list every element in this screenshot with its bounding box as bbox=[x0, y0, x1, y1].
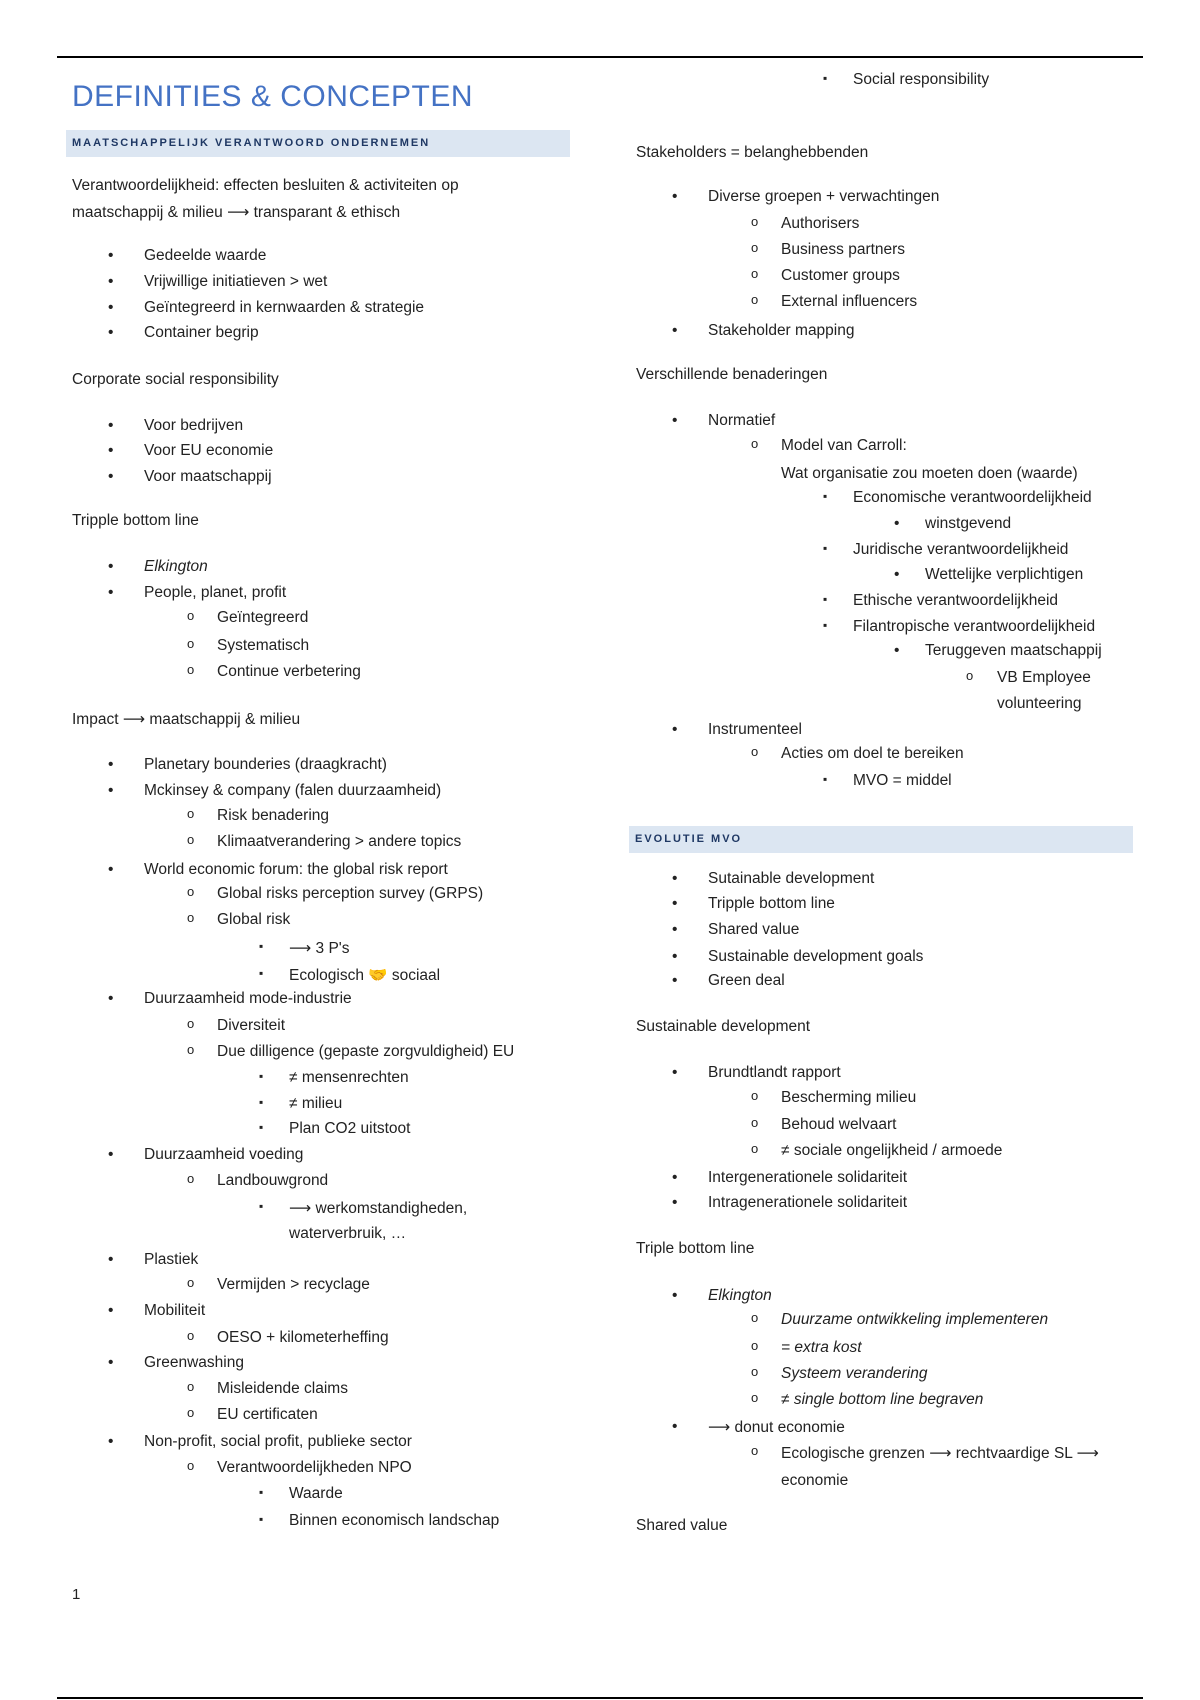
right-text-line: Wettelijke verplichtigen bbox=[925, 566, 1084, 583]
bullet-marker: • bbox=[672, 870, 678, 887]
circle-marker: o bbox=[187, 608, 195, 623]
left-text-line: Geïntegreerd in kernwaarden & strategie bbox=[144, 299, 425, 316]
bullet-marker: • bbox=[672, 1064, 678, 1081]
right-text-line: Normatief bbox=[708, 412, 776, 429]
bullet-marker: • bbox=[894, 642, 900, 659]
bullet-marker: • bbox=[108, 324, 114, 341]
right-text-line: Authorisers bbox=[781, 215, 860, 232]
left-text-line: Waarde bbox=[289, 1485, 343, 1502]
square-marker: ▪ bbox=[823, 541, 828, 555]
circle-marker: o bbox=[751, 1088, 759, 1103]
right-text-line: Juridische verantwoordelijkheid bbox=[853, 541, 1069, 558]
right-text-line: Tripple bottom line bbox=[708, 895, 835, 912]
left-text-line: Impact ⟶ maatschappij & milieu bbox=[72, 711, 301, 728]
bullet-marker: • bbox=[672, 895, 678, 912]
left-text-line: Planetary bounderies (draagkracht) bbox=[144, 756, 387, 773]
left-text-line: Misleidende claims bbox=[217, 1380, 348, 1397]
square-marker: ▪ bbox=[259, 1069, 264, 1083]
right-text-line: Acties om doel te bereiken bbox=[781, 745, 964, 762]
bullet-marker: • bbox=[108, 1146, 114, 1163]
bullet-marker: • bbox=[672, 1418, 678, 1435]
square-marker: ▪ bbox=[823, 772, 828, 786]
left-text-line: Elkington bbox=[144, 558, 208, 575]
circle-marker: o bbox=[187, 1328, 195, 1343]
right-text-line: Triple bottom line bbox=[636, 1240, 755, 1257]
left-text-line: Mckinsey & company (falen duurzaamheid) bbox=[144, 782, 442, 799]
left-text-line: Klimaatverandering > andere topics bbox=[217, 833, 462, 850]
square-marker: ▪ bbox=[259, 1120, 264, 1134]
left-text-line: Duurzaamheid voeding bbox=[144, 1146, 304, 1163]
circle-marker: o bbox=[751, 1338, 759, 1353]
bullet-marker: • bbox=[108, 990, 114, 1007]
right-text-line: Behoud welvaart bbox=[781, 1116, 897, 1133]
left-text-line: Plastiek bbox=[144, 1251, 199, 1268]
right-text-line: Sutainable development bbox=[708, 870, 875, 887]
section-band-mvo: MAATSCHAPPELIJK VERANTWOORD ONDERNEMEN bbox=[66, 130, 570, 157]
right-text-line: Intergenerationele solidariteit bbox=[708, 1169, 908, 1186]
square-marker: ▪ bbox=[259, 1095, 264, 1109]
right-text-line: Duurzame ontwikkeling implementeren bbox=[781, 1311, 1049, 1328]
right-text-line: Systeem verandering bbox=[781, 1365, 928, 1382]
circle-marker: o bbox=[187, 910, 195, 925]
left-text-line: EU certificaten bbox=[217, 1406, 318, 1423]
bullet-marker: • bbox=[108, 273, 114, 290]
right-text-line: Business partners bbox=[781, 241, 906, 258]
bullet-marker: • bbox=[108, 299, 114, 316]
bullet-marker: • bbox=[108, 1354, 114, 1371]
left-text-line: Mobiliteit bbox=[144, 1302, 206, 1319]
left-text-line: Geïntegreerd bbox=[217, 609, 309, 626]
left-text-line: Systematisch bbox=[217, 637, 310, 654]
bullet-marker: • bbox=[672, 721, 678, 738]
left-text-line: World economic forum: the global risk report bbox=[144, 861, 448, 878]
right-text-line: Intragenerationele solidariteit bbox=[708, 1194, 908, 1211]
circle-marker: o bbox=[751, 266, 759, 281]
right-text-line: VB Employee bbox=[997, 669, 1091, 686]
bullet-marker: • bbox=[672, 921, 678, 938]
right-text-line: Economische verantwoordelijkheid bbox=[853, 489, 1092, 506]
left-text-line: Voor maatschappij bbox=[144, 468, 272, 485]
left-text-line: Global risk bbox=[217, 911, 291, 928]
right-text-line: Verschillende benaderingen bbox=[636, 366, 828, 383]
circle-marker: o bbox=[751, 1310, 759, 1325]
left-text-line: Voor EU economie bbox=[144, 442, 274, 459]
circle-marker: o bbox=[751, 744, 759, 759]
left-text-line: OESO + kilometerheffing bbox=[217, 1329, 389, 1346]
square-marker: ▪ bbox=[259, 1512, 264, 1526]
bullet-marker: • bbox=[672, 1194, 678, 1211]
bullet-marker: • bbox=[108, 247, 114, 264]
circle-marker: o bbox=[187, 1405, 195, 1420]
left-text-line: Gedeelde waarde bbox=[144, 247, 267, 264]
bullet-marker: • bbox=[672, 322, 678, 339]
bottom-rule bbox=[57, 1697, 1143, 1699]
right-text-line: Filantropische verantwoordelijkheid bbox=[853, 618, 1096, 635]
bullet-marker: • bbox=[108, 782, 114, 799]
circle-marker: o bbox=[751, 1443, 759, 1458]
right-text-line: Ethische verantwoordelijkheid bbox=[853, 592, 1059, 609]
circle-marker: o bbox=[187, 1171, 195, 1186]
bullet-marker: • bbox=[108, 584, 114, 601]
top-rule bbox=[57, 56, 1143, 58]
bullet-marker: • bbox=[894, 515, 900, 532]
square-marker: ▪ bbox=[823, 618, 828, 632]
left-text-line: Voor bedrijven bbox=[144, 417, 244, 434]
bullet-marker: • bbox=[672, 972, 678, 989]
circle-marker: o bbox=[187, 832, 195, 847]
left-text-line: Non-profit, social profit, publieke sector bbox=[144, 1433, 412, 1450]
circle-marker: o bbox=[187, 1016, 195, 1031]
circle-marker: o bbox=[187, 1458, 195, 1473]
bullet-marker: • bbox=[108, 861, 114, 878]
bullet-marker: • bbox=[108, 1433, 114, 1450]
page-number: 1 bbox=[72, 1586, 81, 1603]
bullet-marker: • bbox=[108, 417, 114, 434]
left-text-line: Diversiteit bbox=[217, 1017, 286, 1034]
left-text-line: Binnen economisch landschap bbox=[289, 1512, 500, 1529]
right-text-line: Teruggeven maatschappij bbox=[925, 642, 1102, 659]
bullet-marker: • bbox=[108, 558, 114, 575]
bullet-marker: • bbox=[108, 1251, 114, 1268]
right-text-line: Model van Carroll: bbox=[781, 437, 907, 454]
circle-marker: o bbox=[966, 668, 974, 683]
right-text-line: Bescherming milieu bbox=[781, 1089, 917, 1106]
right-text-line: Brundtlandt rapport bbox=[708, 1064, 841, 1081]
right-text-line: Social responsibility bbox=[853, 71, 990, 88]
left-text-line: waterverbruik, … bbox=[289, 1225, 407, 1242]
left-text-line: Vrijwillige initiatieven > wet bbox=[144, 273, 328, 290]
left-text-line: Verantwoordelijkheid: effecten besluiten & activiteiten op bbox=[72, 177, 459, 194]
right-text-line: ≠ single bottom line begraven bbox=[781, 1391, 984, 1408]
right-text-line: Shared value bbox=[636, 1517, 728, 1534]
right-text-line: Diverse groepen + verwachtingen bbox=[708, 188, 940, 205]
left-text-line: ≠ milieu bbox=[289, 1095, 343, 1112]
right-text-line: ⟶ donut economie bbox=[708, 1419, 845, 1436]
right-text-line: Elkington bbox=[708, 1287, 772, 1304]
bullet-marker: • bbox=[672, 948, 678, 965]
square-marker: ▪ bbox=[823, 489, 828, 503]
square-marker: ▪ bbox=[259, 1485, 264, 1499]
right-text-line: Wat organisatie zou moeten doen (waarde) bbox=[781, 465, 1078, 482]
right-text-line: economie bbox=[781, 1472, 849, 1489]
right-text-line: ≠ sociale ongelijkheid / armoede bbox=[781, 1142, 1003, 1159]
left-text-line: Due dilligence (gepaste zorgvuldigheid) EU bbox=[217, 1043, 515, 1060]
right-text-line: External influencers bbox=[781, 293, 918, 310]
right-text-line: Ecologische grenzen ⟶ rechtvaardige SL ⟶ bbox=[781, 1445, 1099, 1462]
left-text-line: Global risks perception survey (GRPS) bbox=[217, 885, 484, 902]
right-text-line: Instrumenteel bbox=[708, 721, 802, 738]
circle-marker: o bbox=[751, 1364, 759, 1379]
left-text-line: ≠ mensenrechten bbox=[289, 1069, 409, 1086]
left-text-line: Landbouwgrond bbox=[217, 1172, 329, 1189]
right-text-line: MVO = middel bbox=[853, 772, 952, 789]
right-text-line: Sustainable development bbox=[636, 1018, 811, 1035]
bullet-marker: • bbox=[108, 442, 114, 459]
page-title: DEFINITIES & CONCEPTEN bbox=[72, 80, 474, 113]
bullet-marker: • bbox=[672, 412, 678, 429]
left-text-line: ⟶ 3 P's bbox=[289, 940, 350, 957]
left-text-line: Container begrip bbox=[144, 324, 259, 341]
circle-marker: o bbox=[751, 1115, 759, 1130]
left-text-line: Tripple bottom line bbox=[72, 512, 199, 529]
right-text-line: Green deal bbox=[708, 972, 785, 989]
left-text-line: Verantwoordelijkheden NPO bbox=[217, 1459, 412, 1476]
left-text-line: Plan CO2 uitstoot bbox=[289, 1120, 411, 1137]
circle-marker: o bbox=[751, 240, 759, 255]
right-text-line: Stakeholders = belanghebbenden bbox=[636, 144, 869, 161]
right-text-line: Sustainable development goals bbox=[708, 948, 924, 965]
left-text-line: ⟶ werkomstandigheden, bbox=[289, 1200, 468, 1217]
right-text-line: winstgevend bbox=[925, 515, 1012, 532]
bullet-marker: • bbox=[894, 566, 900, 583]
square-marker: ▪ bbox=[823, 71, 828, 85]
bullet-marker: • bbox=[108, 756, 114, 773]
right-text-line: = extra kost bbox=[781, 1339, 862, 1356]
bullet-marker: • bbox=[672, 188, 678, 205]
section-band-evolutie: EVOLUTIE MVO bbox=[629, 826, 1133, 853]
circle-marker: o bbox=[187, 662, 195, 677]
circle-marker: o bbox=[751, 214, 759, 229]
circle-marker: o bbox=[187, 1379, 195, 1394]
circle-marker: o bbox=[187, 806, 195, 821]
circle-marker: o bbox=[187, 1275, 195, 1290]
left-text-line: Continue verbetering bbox=[217, 663, 361, 680]
left-text-line: Vermijden > recyclage bbox=[217, 1276, 370, 1293]
left-text-line: Greenwashing bbox=[144, 1354, 244, 1371]
circle-marker: o bbox=[751, 1141, 759, 1156]
bullet-marker: • bbox=[672, 1169, 678, 1186]
square-marker: ▪ bbox=[259, 939, 264, 953]
circle-marker: o bbox=[187, 884, 195, 899]
left-text-line: maatschappij & milieu ⟶ transparant & ethisch bbox=[72, 204, 401, 221]
circle-marker: o bbox=[751, 1390, 759, 1405]
circle-marker: o bbox=[751, 436, 759, 451]
square-marker: ▪ bbox=[259, 1199, 264, 1213]
left-text-line: Duurzaamheid mode-industrie bbox=[144, 990, 352, 1007]
left-text-line: Ecologisch 🤝 sociaal bbox=[289, 967, 441, 984]
bullet-marker: • bbox=[672, 1287, 678, 1304]
circle-marker: o bbox=[187, 1042, 195, 1057]
circle-marker: o bbox=[187, 636, 195, 651]
right-text-line: Customer groups bbox=[781, 267, 900, 284]
left-text-line: People, planet, profit bbox=[144, 584, 287, 601]
right-text-line: Stakeholder mapping bbox=[708, 322, 855, 339]
left-text-line: Corporate social responsibility bbox=[72, 371, 279, 388]
right-text-line: volunteering bbox=[997, 695, 1082, 712]
square-marker: ▪ bbox=[823, 592, 828, 606]
bullet-marker: • bbox=[108, 468, 114, 485]
circle-marker: o bbox=[751, 292, 759, 307]
bullet-marker: • bbox=[108, 1302, 114, 1319]
square-marker: ▪ bbox=[259, 966, 264, 980]
right-text-line: Shared value bbox=[708, 921, 800, 938]
left-text-line: Risk benadering bbox=[217, 807, 330, 824]
